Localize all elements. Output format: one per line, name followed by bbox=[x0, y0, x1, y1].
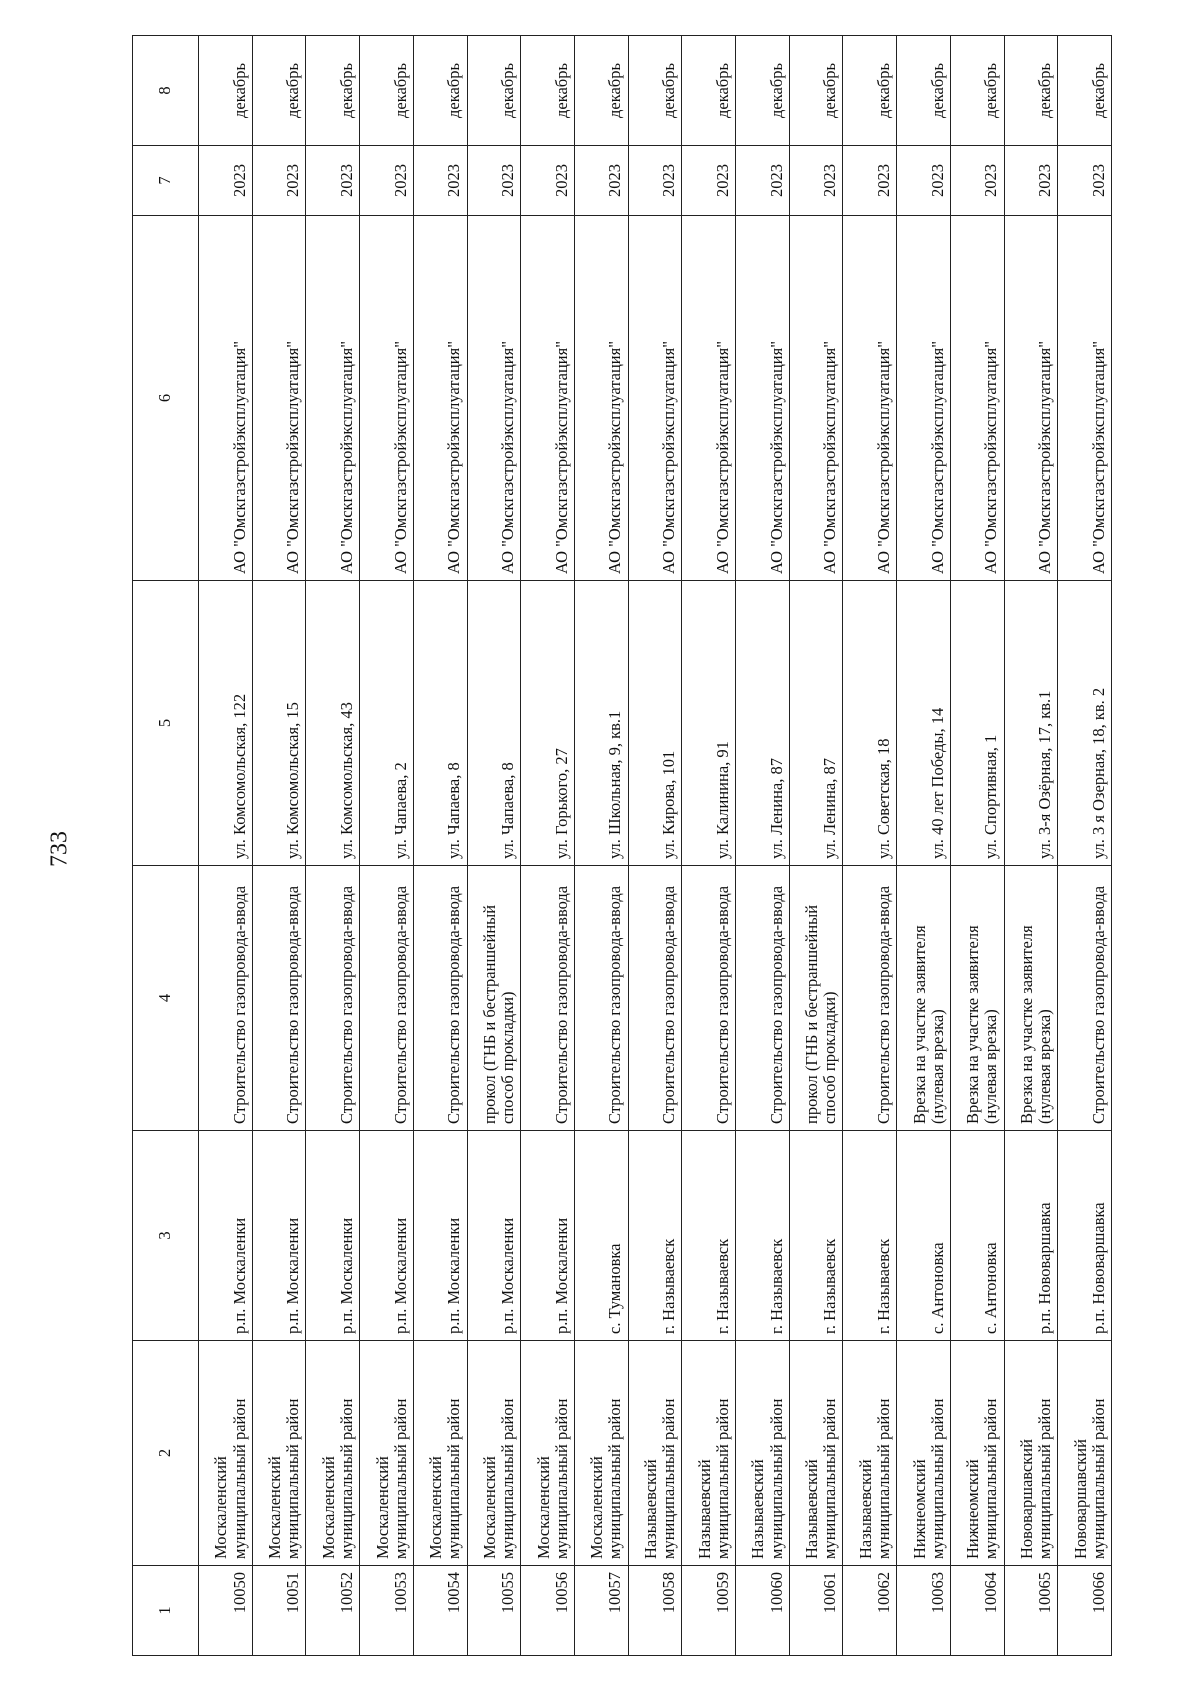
address-cell: ул. 40 лет Победы, 14 bbox=[897, 581, 951, 866]
work-type-cell: Строительство газопровода-ввода bbox=[574, 866, 628, 1131]
contractor-cell: АО "Омскгазстройэксплуатация" bbox=[628, 216, 682, 581]
locality-cell: р.п. Москаленки bbox=[413, 1131, 467, 1341]
table-row bbox=[843, 36, 897, 1656]
month-cell: декабрь bbox=[1058, 36, 1112, 146]
month-cell: декабрь bbox=[1004, 36, 1058, 146]
district-cell: Москаленский муниципальный район bbox=[199, 1341, 253, 1566]
table-row bbox=[736, 36, 790, 1656]
row-number-cell: 10060 bbox=[736, 1566, 790, 1656]
work-type-cell: Строительство газопровода-ввода bbox=[1058, 866, 1112, 1131]
locality-cell: г. Называевск bbox=[843, 1131, 897, 1341]
locality-cell: р.п. Москаленки bbox=[199, 1131, 253, 1341]
address-cell: ул. Калинина, 91 bbox=[682, 581, 736, 866]
address-cell: ул. Чапаева, 8 bbox=[467, 581, 521, 866]
month-cell: декабрь bbox=[199, 36, 253, 146]
locality-cell: с. Тумановка bbox=[574, 1131, 628, 1341]
year-cell: 2023 bbox=[897, 146, 951, 216]
header-row bbox=[133, 36, 199, 1656]
contractor-cell: АО "Омскгазстройэксплуатация" bbox=[252, 216, 306, 581]
year-cell: 2023 bbox=[199, 146, 253, 216]
district-cell: Москаленский муниципальный район bbox=[413, 1341, 467, 1566]
month-cell: декабрь bbox=[413, 36, 467, 146]
year-cell: 2023 bbox=[413, 146, 467, 216]
contractor-cell: АО "Омскгазстройэксплуатация" bbox=[682, 216, 736, 581]
year-cell: 2023 bbox=[467, 146, 521, 216]
table-row bbox=[1004, 36, 1058, 1656]
work-type-cell: Врезка на участке заявителя (нулевая врезка) bbox=[897, 866, 951, 1131]
row-number-cell: 10053 bbox=[360, 1566, 414, 1656]
contractor-cell: АО "Омскгазстройэксплуатация" bbox=[897, 216, 951, 581]
locality-cell: с. Антоновка bbox=[950, 1131, 1004, 1341]
work-type-cell: Строительство газопровода-ввода bbox=[306, 866, 360, 1131]
district-cell: Называевский муниципальный район bbox=[843, 1341, 897, 1566]
column-header-8: 8 bbox=[133, 36, 199, 146]
work-type-cell: Врезка на участке заявителя (нулевая врезка) bbox=[950, 866, 1004, 1131]
work-type-cell: прокол (ГНБ и бестраншейный способ прокладки) bbox=[789, 866, 843, 1131]
row-number-cell: 10059 bbox=[682, 1566, 736, 1656]
table-row bbox=[682, 36, 736, 1656]
district-cell: Называевский муниципальный район bbox=[789, 1341, 843, 1566]
contractor-cell: АО "Омскгазстройэксплуатация" bbox=[1058, 216, 1112, 581]
row-number-cell: 10064 bbox=[950, 1566, 1004, 1656]
contractor-cell: АО "Омскгазстройэксплуатация" bbox=[467, 216, 521, 581]
table-row bbox=[1058, 36, 1112, 1656]
row-number-cell: 10051 bbox=[252, 1566, 306, 1656]
work-type-cell: Строительство газопровода-ввода bbox=[413, 866, 467, 1131]
contractor-cell: АО "Омскгазстройэксплуатация" bbox=[789, 216, 843, 581]
table-row bbox=[521, 36, 575, 1656]
address-cell: ул. 3-я Озёрная, 17, кв.1 bbox=[1004, 581, 1058, 866]
table-row bbox=[574, 36, 628, 1656]
month-cell: декабрь bbox=[306, 36, 360, 146]
address-cell: ул. Кирова, 101 bbox=[628, 581, 682, 866]
row-number-cell: 10062 bbox=[843, 1566, 897, 1656]
data-table bbox=[132, 35, 1112, 1656]
table-row bbox=[950, 36, 1004, 1656]
locality-cell: г. Называевск bbox=[789, 1131, 843, 1341]
address-cell: ул. Советская, 18 bbox=[843, 581, 897, 866]
address-cell: ул. Комсомольская, 15 bbox=[252, 581, 306, 866]
row-number-cell: 10066 bbox=[1058, 1566, 1112, 1656]
table-row bbox=[467, 36, 521, 1656]
district-cell: Москаленский муниципальный район bbox=[360, 1341, 414, 1566]
month-cell: декабрь bbox=[628, 36, 682, 146]
month-cell: декабрь bbox=[467, 36, 521, 146]
year-cell: 2023 bbox=[574, 146, 628, 216]
district-cell: Москаленский муниципальный район bbox=[521, 1341, 575, 1566]
locality-cell: р.п. Москаленки bbox=[360, 1131, 414, 1341]
contractor-cell: АО "Омскгазстройэксплуатация" bbox=[1004, 216, 1058, 581]
contractor-cell: АО "Омскгазстройэксплуатация" bbox=[521, 216, 575, 581]
month-cell: декабрь bbox=[843, 36, 897, 146]
page-number: 733 bbox=[46, 831, 73, 867]
table-body bbox=[199, 36, 1112, 1656]
table-row bbox=[628, 36, 682, 1656]
year-cell: 2023 bbox=[521, 146, 575, 216]
contractor-cell: АО "Омскгазстройэксплуатация" bbox=[736, 216, 790, 581]
month-cell: декабрь bbox=[897, 36, 951, 146]
locality-cell: р.п. Москаленки bbox=[252, 1131, 306, 1341]
work-type-cell: прокол (ГНБ и бестраншейный способ прокладки) bbox=[467, 866, 521, 1131]
table-row bbox=[897, 36, 951, 1656]
month-cell: декабрь bbox=[682, 36, 736, 146]
year-cell: 2023 bbox=[950, 146, 1004, 216]
contractor-cell: АО "Омскгазстройэксплуатация" bbox=[306, 216, 360, 581]
contractor-cell: АО "Омскгазстройэксплуатация" bbox=[360, 216, 414, 581]
column-header-6: 6 bbox=[133, 216, 199, 581]
row-number-cell: 10055 bbox=[467, 1566, 521, 1656]
rotated-table-frame bbox=[132, 36, 1112, 1656]
work-type-cell: Строительство газопровода-ввода bbox=[252, 866, 306, 1131]
locality-cell: р.п. Нововаршавка bbox=[1004, 1131, 1058, 1341]
district-cell: Нововаршавский муниципальный район bbox=[1058, 1341, 1112, 1566]
work-type-cell: Строительство газопровода-ввода bbox=[843, 866, 897, 1131]
column-header-4: 4 bbox=[133, 866, 199, 1131]
year-cell: 2023 bbox=[1058, 146, 1112, 216]
column-header-1: 1 bbox=[133, 1566, 199, 1656]
row-number-cell: 10056 bbox=[521, 1566, 575, 1656]
table-row bbox=[413, 36, 467, 1656]
work-type-cell: Строительство газопровода-ввода bbox=[521, 866, 575, 1131]
district-cell: Называевский муниципальный район bbox=[628, 1341, 682, 1566]
month-cell: декабрь bbox=[789, 36, 843, 146]
contractor-cell: АО "Омскгазстройэксплуатация" bbox=[574, 216, 628, 581]
column-header-7: 7 bbox=[133, 146, 199, 216]
contractor-cell: АО "Омскгазстройэксплуатация" bbox=[950, 216, 1004, 581]
year-cell: 2023 bbox=[252, 146, 306, 216]
year-cell: 2023 bbox=[736, 146, 790, 216]
district-cell: Москаленский муниципальный район bbox=[306, 1341, 360, 1566]
locality-cell: р.п. Москаленки bbox=[521, 1131, 575, 1341]
district-cell: Нововаршавский муниципальный район bbox=[1004, 1341, 1058, 1566]
work-type-cell: Строительство газопровода-ввода bbox=[736, 866, 790, 1131]
table-row bbox=[360, 36, 414, 1656]
row-number-cell: 10054 bbox=[413, 1566, 467, 1656]
year-cell: 2023 bbox=[360, 146, 414, 216]
locality-cell: р.п. Москаленки bbox=[306, 1131, 360, 1341]
address-cell: ул. 3 я Озерная, 18, кв. 2 bbox=[1058, 581, 1112, 866]
year-cell: 2023 bbox=[1004, 146, 1058, 216]
row-number-cell: 10057 bbox=[574, 1566, 628, 1656]
locality-cell: г. Называевск bbox=[628, 1131, 682, 1341]
year-cell: 2023 bbox=[682, 146, 736, 216]
locality-cell: г. Называевск bbox=[736, 1131, 790, 1341]
address-cell: ул. Ленина, 87 bbox=[789, 581, 843, 866]
row-number-cell: 10061 bbox=[789, 1566, 843, 1656]
table-row bbox=[199, 36, 253, 1656]
year-cell: 2023 bbox=[628, 146, 682, 216]
locality-cell: р.п. Москаленки bbox=[467, 1131, 521, 1341]
work-type-cell: Строительство газопровода-ввода bbox=[682, 866, 736, 1131]
year-cell: 2023 bbox=[789, 146, 843, 216]
month-cell: декабрь bbox=[736, 36, 790, 146]
table-container bbox=[132, 36, 1112, 1656]
address-cell: ул. Чапаева, 2 bbox=[360, 581, 414, 866]
address-cell: ул. Спортивная, 1 bbox=[950, 581, 1004, 866]
address-cell: ул. Чапаева, 8 bbox=[413, 581, 467, 866]
work-type-cell: Врезка на участке заявителя (нулевая врезка) bbox=[1004, 866, 1058, 1131]
district-cell: Москаленский муниципальный район bbox=[574, 1341, 628, 1566]
row-number-cell: 10065 bbox=[1004, 1566, 1058, 1656]
table-row bbox=[789, 36, 843, 1656]
district-cell: Называевский муниципальный район bbox=[682, 1341, 736, 1566]
work-type-cell: Строительство газопровода-ввода bbox=[360, 866, 414, 1131]
district-cell: Нижнеомский муниципальный район bbox=[950, 1341, 1004, 1566]
contractor-cell: АО "Омскгазстройэксплуатация" bbox=[843, 216, 897, 581]
year-cell: 2023 bbox=[843, 146, 897, 216]
month-cell: декабрь bbox=[521, 36, 575, 146]
locality-cell: с. Антоновка bbox=[897, 1131, 951, 1341]
table-row bbox=[252, 36, 306, 1656]
row-number-cell: 10050 bbox=[199, 1566, 253, 1656]
address-cell: ул. Школьная, 9, кв.1 bbox=[574, 581, 628, 866]
district-cell: Москаленский муниципальный район bbox=[467, 1341, 521, 1566]
work-type-cell: Строительство газопровода-ввода bbox=[199, 866, 253, 1131]
locality-cell: р.п. Нововаршавка bbox=[1058, 1131, 1112, 1341]
table-row bbox=[306, 36, 360, 1656]
month-cell: декабрь bbox=[574, 36, 628, 146]
locality-cell: г. Называевск bbox=[682, 1131, 736, 1341]
district-cell: Москаленский муниципальный район bbox=[252, 1341, 306, 1566]
row-number-cell: 10052 bbox=[306, 1566, 360, 1656]
month-cell: декабрь bbox=[252, 36, 306, 146]
district-cell: Называевский муниципальный район bbox=[736, 1341, 790, 1566]
address-cell: ул. Комсомольская, 43 bbox=[306, 581, 360, 866]
district-cell: Нижнеомский муниципальный район bbox=[897, 1341, 951, 1566]
year-cell: 2023 bbox=[306, 146, 360, 216]
work-type-cell: Строительство газопровода-ввода bbox=[628, 866, 682, 1131]
contractor-cell: АО "Омскгазстройэксплуатация" bbox=[413, 216, 467, 581]
column-header-2: 2 bbox=[133, 1341, 199, 1566]
column-header-3: 3 bbox=[133, 1131, 199, 1341]
month-cell: декабрь bbox=[360, 36, 414, 146]
column-header-5: 5 bbox=[133, 581, 199, 866]
address-cell: ул. Горького, 27 bbox=[521, 581, 575, 866]
address-cell: ул. Ленина, 87 bbox=[736, 581, 790, 866]
month-cell: декабрь bbox=[950, 36, 1004, 146]
contractor-cell: АО "Омскгазстройэксплуатация" bbox=[199, 216, 253, 581]
row-number-cell: 10058 bbox=[628, 1566, 682, 1656]
row-number-cell: 10063 bbox=[897, 1566, 951, 1656]
address-cell: ул. Комсомольская, 122 bbox=[199, 581, 253, 866]
